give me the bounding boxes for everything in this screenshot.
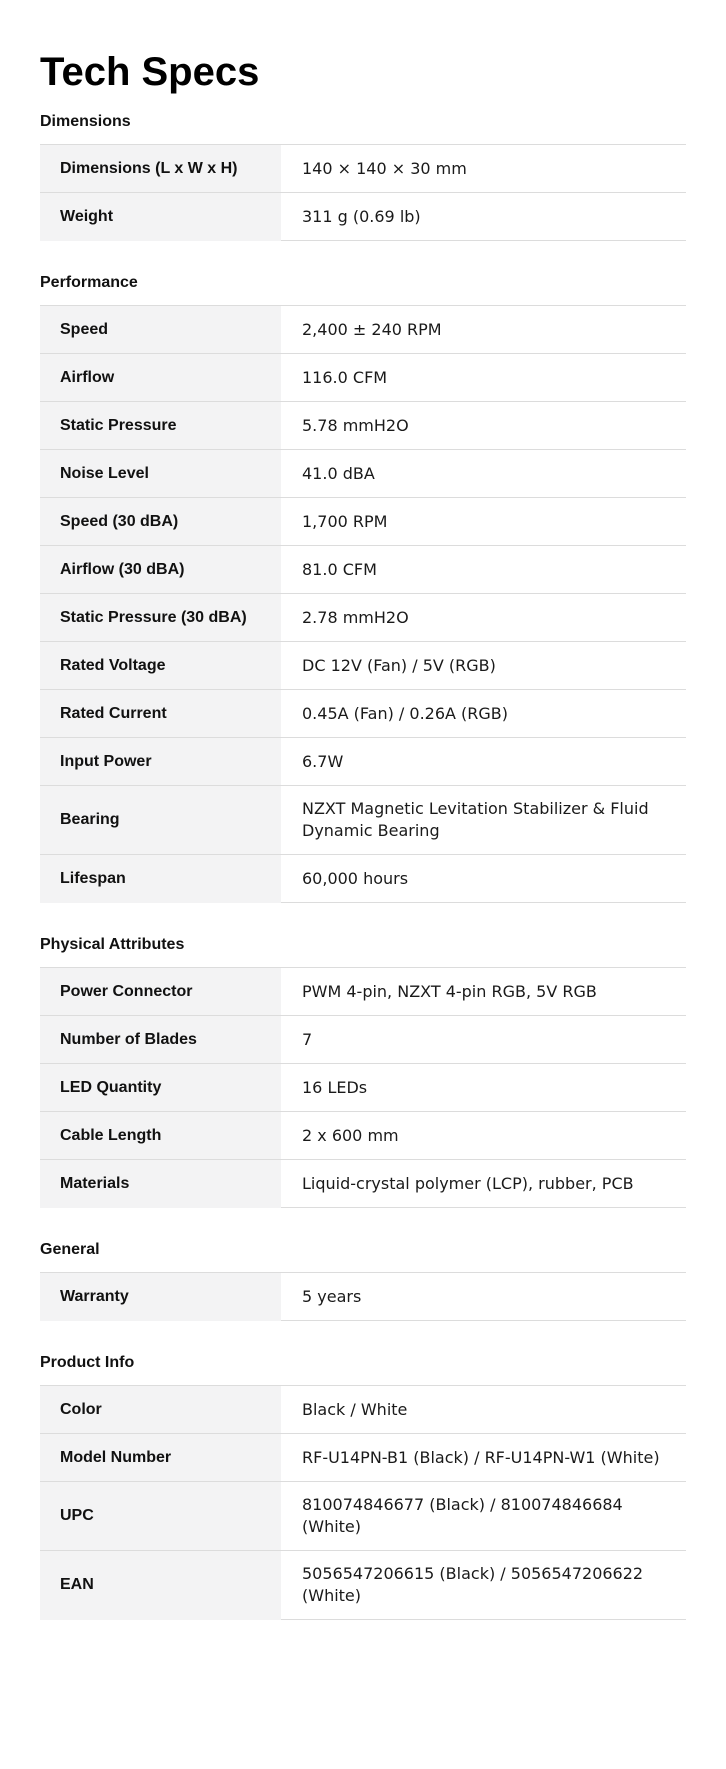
spec-label: Speed (30 dBA) bbox=[40, 498, 281, 546]
spec-value: Black / White bbox=[281, 1386, 686, 1434]
spec-value: 311 g (0.69 lb) bbox=[281, 193, 686, 241]
spec-row-static-pressure-30-dba bbox=[40, 594, 686, 642]
spec-value: 5.78 mmH2O bbox=[281, 402, 686, 450]
spec-row-weight bbox=[40, 193, 686, 241]
spec-value: NZXT Magnetic Levitation Stabilizer & Fluid Dynamic Bearing bbox=[281, 786, 686, 855]
spec-value: 5056547206615 (Black) / 5056547206622 (White) bbox=[281, 1551, 686, 1620]
section-title: Performance bbox=[40, 274, 138, 291]
spec-value: PWM 4-pin, NZXT 4-pin RGB, 5V RGB bbox=[281, 968, 686, 1016]
spec-label: Cable Length bbox=[40, 1112, 281, 1160]
spec-label: Warranty bbox=[40, 1273, 281, 1321]
spec-label: Lifespan bbox=[40, 855, 281, 903]
spec-value: 0.45A (Fan) / 0.26A (RGB) bbox=[281, 690, 686, 738]
page-title: Tech Specs bbox=[40, 50, 260, 94]
spec-label: Bearing bbox=[40, 786, 281, 855]
spec-row-dimensions-l-x-w-x-h bbox=[40, 145, 686, 193]
spec-row-static-pressure bbox=[40, 402, 686, 450]
spec-row-bearing bbox=[40, 786, 686, 855]
spec-section-performance bbox=[40, 273, 686, 903]
spec-row-airflow-30-dba bbox=[40, 546, 686, 594]
spec-row-materials bbox=[40, 1160, 686, 1208]
spec-label: Number of Blades bbox=[40, 1016, 281, 1064]
spec-value: 7 bbox=[281, 1016, 686, 1064]
spec-sections bbox=[40, 112, 686, 1620]
spec-label: Input Power bbox=[40, 738, 281, 786]
spec-row-upc bbox=[40, 1482, 686, 1551]
spec-label: Airflow bbox=[40, 354, 281, 402]
spec-table bbox=[40, 1385, 686, 1620]
spec-label: Model Number bbox=[40, 1434, 281, 1482]
spec-section-product-info bbox=[40, 1353, 686, 1620]
spec-value: 81.0 CFM bbox=[281, 546, 686, 594]
spec-row-model-number bbox=[40, 1434, 686, 1482]
spec-value: 6.7W bbox=[281, 738, 686, 786]
section-title: Physical Attributes bbox=[40, 936, 185, 953]
spec-value: 41.0 dBA bbox=[281, 450, 686, 498]
spec-table bbox=[40, 144, 686, 241]
spec-value: RF-U14PN-B1 (Black) / RF-U14PN-W1 (White) bbox=[281, 1434, 686, 1482]
spec-label: Color bbox=[40, 1386, 281, 1434]
spec-row-cable-length bbox=[40, 1112, 686, 1160]
spec-label: Weight bbox=[40, 193, 281, 241]
spec-label: Static Pressure bbox=[40, 402, 281, 450]
spec-row-input-power bbox=[40, 738, 686, 786]
section-title: General bbox=[40, 1241, 100, 1258]
spec-section-physical-attributes bbox=[40, 935, 686, 1208]
spec-label: EAN bbox=[40, 1551, 281, 1620]
section-title: Dimensions bbox=[40, 113, 131, 130]
spec-section-dimensions bbox=[40, 112, 686, 241]
spec-label: Materials bbox=[40, 1160, 281, 1208]
spec-value: DC 12V (Fan) / 5V (RGB) bbox=[281, 642, 686, 690]
spec-row-lifespan bbox=[40, 855, 686, 903]
spec-value: 2.78 mmH2O bbox=[281, 594, 686, 642]
spec-value: 5 years bbox=[281, 1273, 686, 1321]
spec-value: 140 × 140 × 30 mm bbox=[281, 145, 686, 193]
spec-row-noise-level bbox=[40, 450, 686, 498]
spec-value: 60,000 hours bbox=[281, 855, 686, 903]
spec-row-rated-current bbox=[40, 690, 686, 738]
spec-row-speed-30-dba bbox=[40, 498, 686, 546]
spec-table bbox=[40, 305, 686, 903]
spec-row-airflow bbox=[40, 354, 686, 402]
spec-row-number-of-blades bbox=[40, 1016, 686, 1064]
spec-section-general bbox=[40, 1240, 686, 1321]
spec-label: Rated Voltage bbox=[40, 642, 281, 690]
spec-value: 2,400 ± 240 RPM bbox=[281, 306, 686, 354]
spec-row-color bbox=[40, 1386, 686, 1434]
spec-label: Rated Current bbox=[40, 690, 281, 738]
spec-row-ean bbox=[40, 1551, 686, 1620]
spec-label: Noise Level bbox=[40, 450, 281, 498]
spec-label: Static Pressure (30 dBA) bbox=[40, 594, 281, 642]
spec-value: 116.0 CFM bbox=[281, 354, 686, 402]
spec-value: 810074846677 (Black) / 810074846684 (White) bbox=[281, 1482, 686, 1551]
spec-row-rated-voltage bbox=[40, 642, 686, 690]
spec-label: Airflow (30 dBA) bbox=[40, 546, 281, 594]
spec-row-warranty bbox=[40, 1273, 686, 1321]
spec-label: Dimensions (L x W x H) bbox=[40, 145, 281, 193]
spec-label: Power Connector bbox=[40, 968, 281, 1016]
spec-table bbox=[40, 1272, 686, 1321]
spec-value: 1,700 RPM bbox=[281, 498, 686, 546]
spec-label: Speed bbox=[40, 306, 281, 354]
spec-value: 16 LEDs bbox=[281, 1064, 686, 1112]
spec-value: Liquid-crystal polymer (LCP), rubber, PCB bbox=[281, 1160, 686, 1208]
spec-label: LED Quantity bbox=[40, 1064, 281, 1112]
spec-row-speed bbox=[40, 306, 686, 354]
section-title: Product Info bbox=[40, 1354, 135, 1371]
spec-row-led-quantity bbox=[40, 1064, 686, 1112]
spec-row-power-connector bbox=[40, 968, 686, 1016]
spec-value: 2 x 600 mm bbox=[281, 1112, 686, 1160]
spec-label: UPC bbox=[40, 1482, 281, 1551]
spec-table bbox=[40, 967, 686, 1208]
